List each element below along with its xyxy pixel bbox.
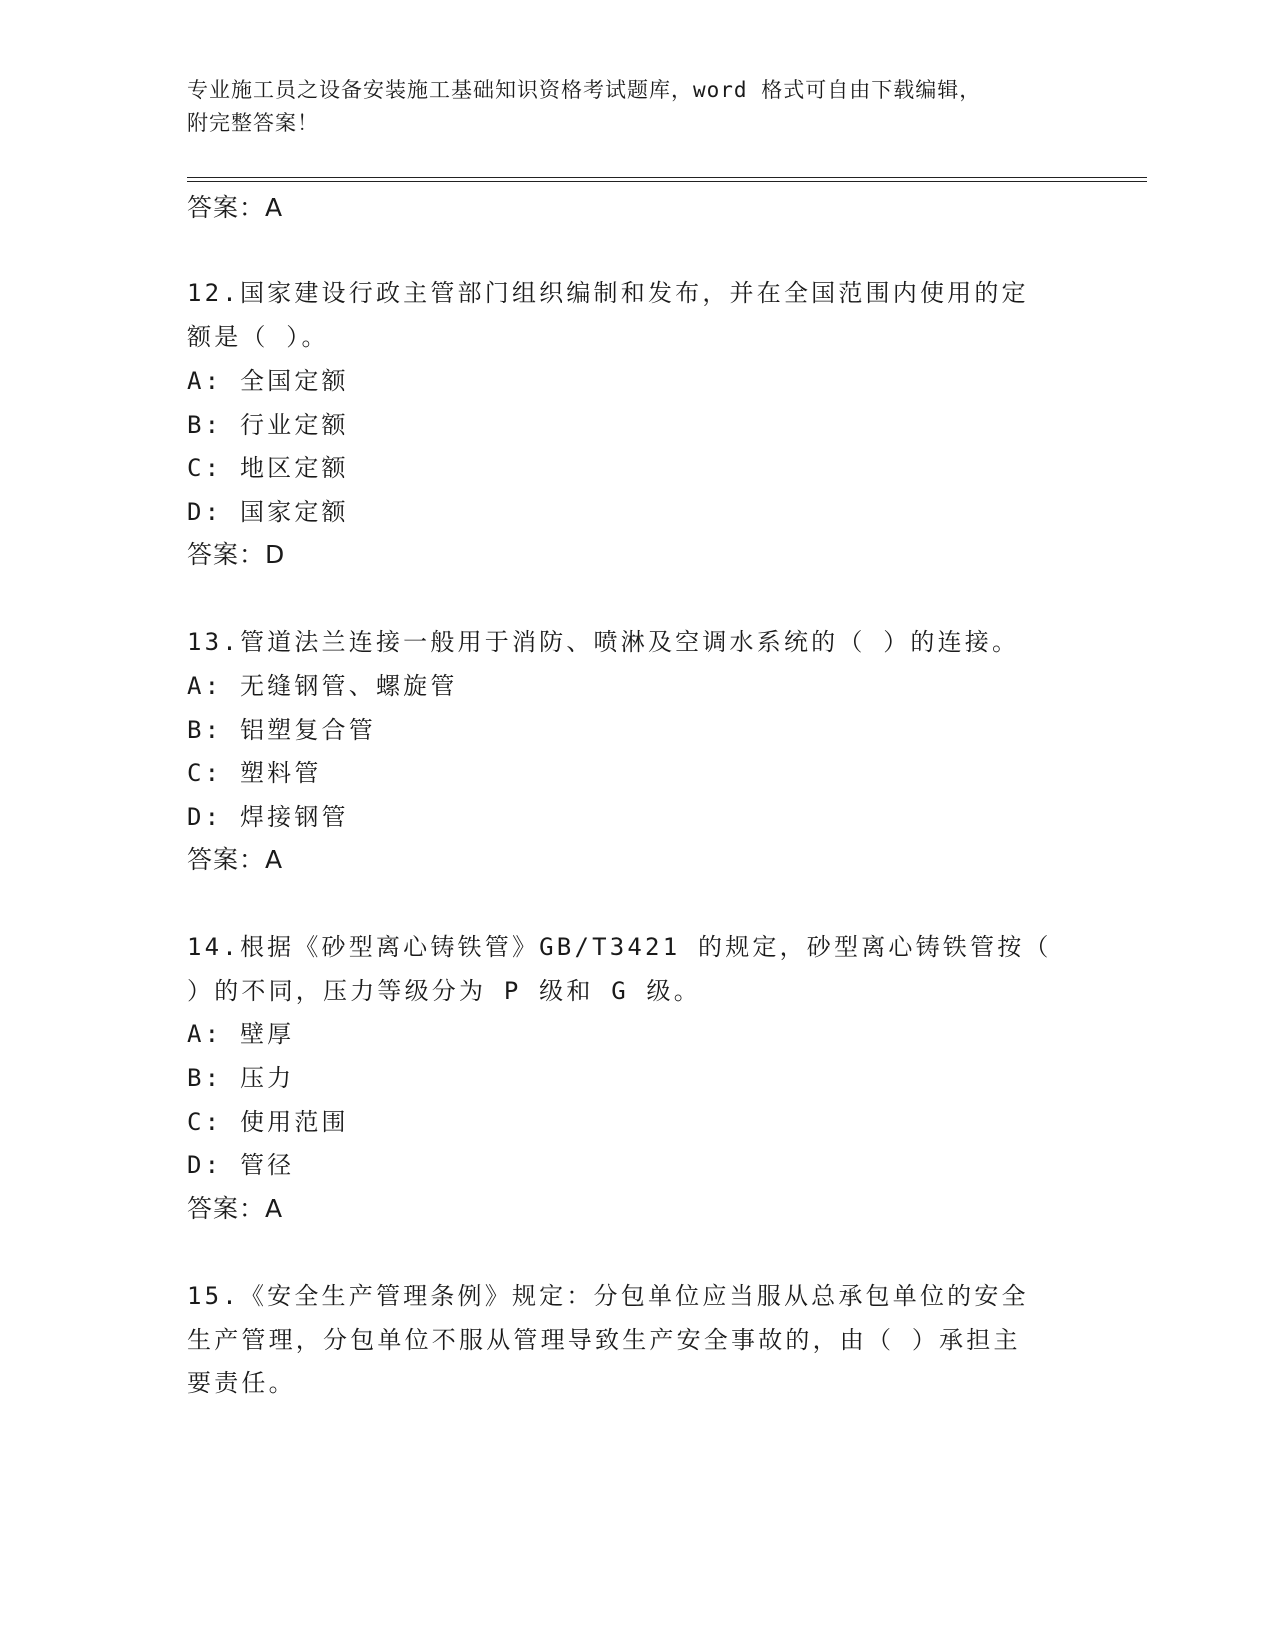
question-13-option-b: B: 铝塑复合管 <box>187 716 376 744</box>
question-12-option-d: D: 国家定额 <box>187 498 349 526</box>
previous-answer: 答案：A <box>187 193 284 222</box>
header-line-1: 专业施工员之设备安装施工基础知识资格考试题库，word 格式可自由下载编辑， <box>187 78 982 102</box>
question-14-answer: 答案：A <box>187 1194 284 1223</box>
question-13-stem-line-1: 13.管道法兰连接一般用于消防、喷淋及空调水系统的（ ）的连接。 <box>187 628 1020 656</box>
document-header <box>187 74 1087 140</box>
header-line-2: 附完整答案！ <box>187 111 319 135</box>
question-14-option-b: B: 压力 <box>187 1064 295 1092</box>
question-15-stem-line-1: 15.《安全生产管理条例》规定：分包单位应当服从总承包单位的安全 <box>187 1282 1029 1310</box>
question-12-option-c: C: 地区定额 <box>187 454 349 482</box>
header-divider <box>187 177 1147 182</box>
question-14-option-c: C: 使用范围 <box>187 1108 349 1136</box>
question-13-option-c: C: 塑料管 <box>187 759 322 787</box>
question-14-option-d: D: 管径 <box>187 1151 295 1179</box>
question-14-stem-line-2: ）的不同，压力等级分为 P 级和 G 级。 <box>187 977 701 1005</box>
question-12-answer: 答案：D <box>187 540 286 569</box>
question-12-option-a: A: 全国定额 <box>187 367 349 395</box>
question-15-stem-line-2: 生产管理，分包单位不服从管理导致生产安全事故的，由（ ）承担主 <box>187 1326 1021 1354</box>
question-13-option-d: D: 焊接钢管 <box>187 803 349 831</box>
question-12-stem-line-2: 额是（ ）。 <box>187 323 329 351</box>
question-13-answer: 答案：A <box>187 845 284 874</box>
question-12-stem-line-1: 12.国家建设行政主管部门组织编制和发布，并在全国范围内使用的定 <box>187 279 1029 307</box>
question-13-option-a: A: 无缝钢管、螺旋管 <box>187 672 458 700</box>
question-14-stem-line-1: 14.根据《砂型离心铸铁管》GB/T3421 的规定，砂型离心铸铁管按（ <box>187 933 1052 961</box>
question-15-stem-line-3: 要责任。 <box>187 1369 296 1397</box>
question-14-option-a: A: 壁厚 <box>187 1020 295 1048</box>
question-12-option-b: B: 行业定额 <box>187 411 349 439</box>
